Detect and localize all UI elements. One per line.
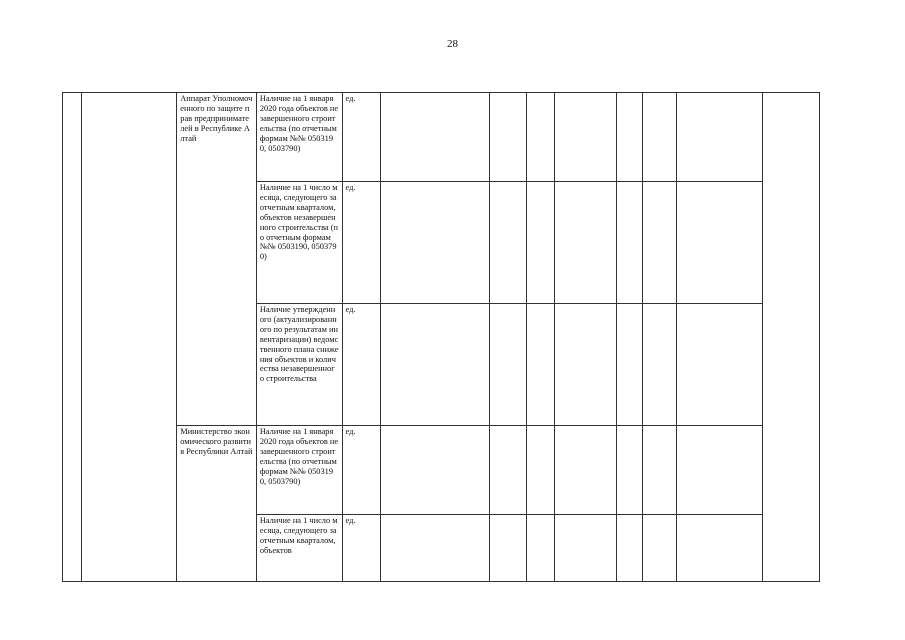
indicator-cell: Наличие на 1 января 2020 года объектов незавершенного строительства (по отчетным формам №№ 0503190, 0503790) — [256, 93, 342, 182]
indicator-cell: Наличие утвержденного (актуализированного по результатам инвентаризации) ведомственного плана снижения объектов и количества незавершенного строительства — [256, 304, 342, 426]
table-row — [63, 426, 820, 515]
indicator-cell: Наличие на 1 число месяца, следующего за отчетным кварталом, объектов — [256, 515, 342, 582]
indicator-cell: Наличие на 1 число месяца, следующего за отчетным кварталом, объектов незавершенного строительства (по отчетным формам №№ 0503190, 0503790) — [256, 182, 342, 304]
org-cell: Аппарат Уполномоченного по защите прав предпринимателей в Республике Алтай — [177, 93, 257, 426]
note-cell — [762, 93, 819, 582]
unit-cell: ед. — [342, 515, 381, 582]
page-number: 28 — [447, 38, 458, 50]
org-cell: Министерство экономического развития Республики Алтай — [177, 426, 257, 582]
number-cell — [63, 93, 82, 582]
indicator-cell: Наличие на 1 января 2020 года объектов незавершенного строительства (по отчетным формам №№ 0503190, 0503790) — [256, 426, 342, 515]
unit-cell: ед. — [342, 426, 381, 515]
unit-cell: ед. — [342, 304, 381, 426]
unit-cell: ед. — [342, 93, 381, 182]
program-cell — [82, 93, 177, 582]
indicators-table — [62, 92, 820, 582]
unit-cell: ед. — [342, 182, 381, 304]
table-row — [63, 93, 820, 182]
